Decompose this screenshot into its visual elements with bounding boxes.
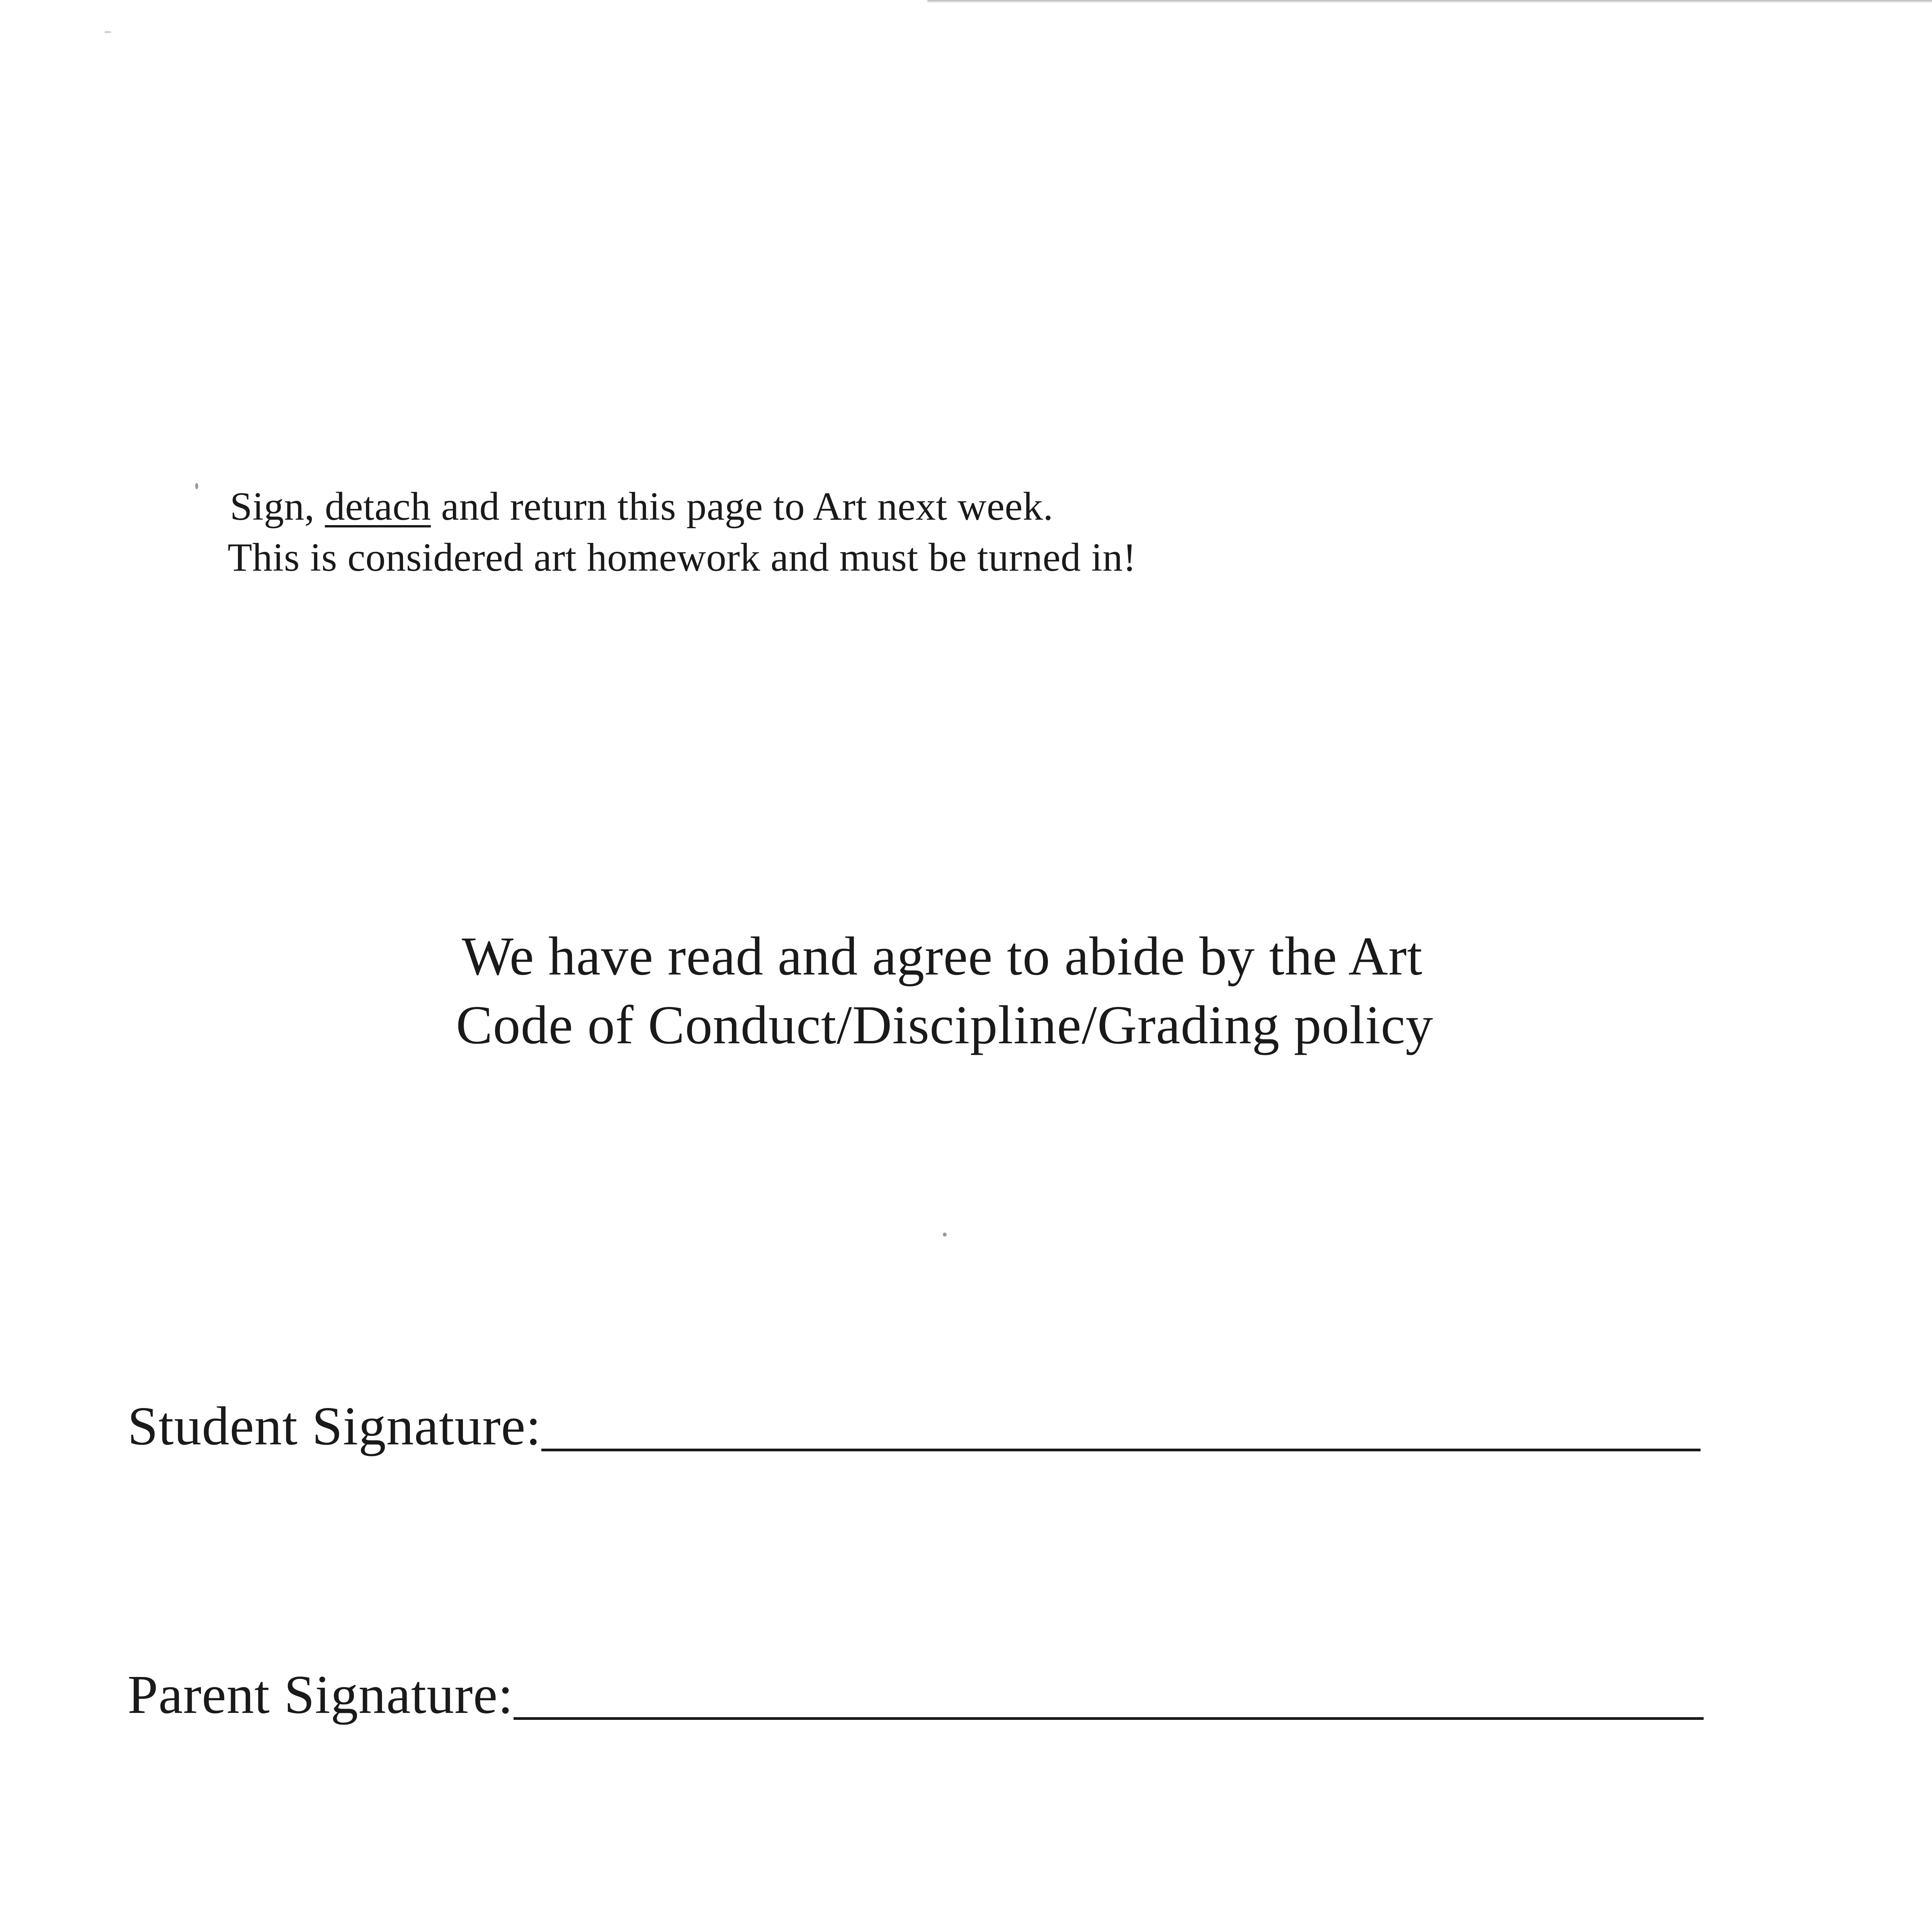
student-signature-label: Student Signature:: [128, 1395, 542, 1456]
agreement-line-1: We have read and agree to abide by the Art: [462, 925, 1423, 986]
scan-edge-top: [927, 0, 1932, 3]
instructions-text: Sign,: [230, 484, 325, 529]
scan-speck: [195, 483, 198, 489]
scan-speck: [104, 31, 111, 33]
student-signature-field[interactable]: [128, 1395, 1701, 1457]
instructions-line-2: This is considered art homework and must be turned in!: [228, 535, 1137, 580]
parent-signature-label: Parent Signature:: [128, 1664, 514, 1725]
student-signature-line[interactable]: [541, 1398, 1701, 1451]
instructions-text: and return this page to Art next week.: [431, 484, 1053, 529]
agreement-statement: [456, 922, 1434, 1059]
agreement-line-2: Code of Conduct/Discipline/Grading policy: [456, 994, 1434, 1055]
instructions-line-1: [230, 481, 1136, 532]
detach-underlined-word: detach: [325, 484, 431, 529]
parent-signature-line[interactable]: [514, 1667, 1704, 1720]
parent-signature-field[interactable]: [128, 1663, 1704, 1725]
scan-speck: [943, 1233, 947, 1236]
return-instructions: [230, 481, 1136, 583]
